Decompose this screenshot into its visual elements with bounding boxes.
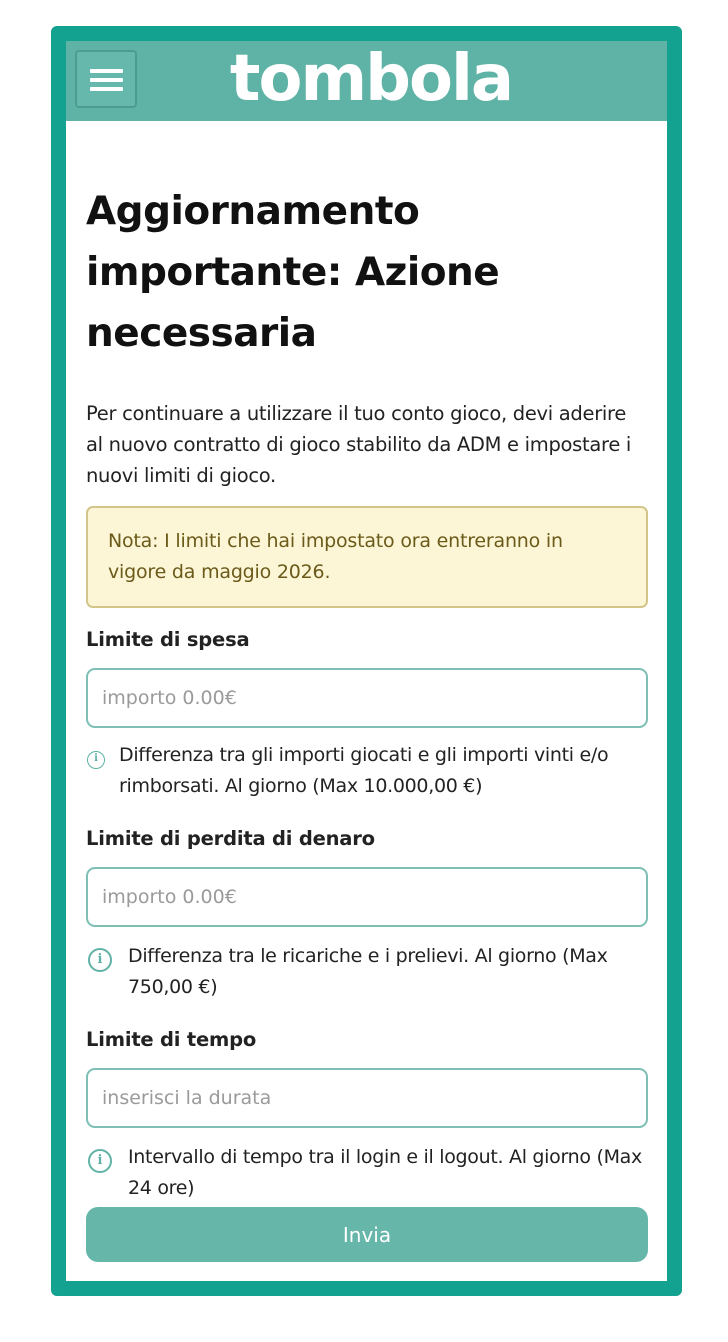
intro-text: Per continuare a utilizzare il tuo conto gioco, devi aderire al nuovo contratto di gioco stabilito da ADM e impostare i nuovi limiti di gioco.	[86, 402, 632, 487]
page-title: Aggiornamento importante: Azione necessaria	[86, 189, 500, 356]
info-icon: i	[88, 948, 112, 972]
spending-limit-label: Limite di spesa	[86, 628, 250, 651]
menu-button[interactable]	[75, 50, 137, 108]
time-limit-input[interactable]	[86, 1068, 648, 1128]
info-icon: i	[87, 751, 105, 769]
spending-limit-group	[86, 628, 648, 802]
time-limit-group	[86, 1028, 648, 1204]
spending-limit-hint-text: Differenza tra gli importi giocati e gli importi vinti e/o rimborsati. Al giorno (Max 10.000,00 €)	[119, 744, 609, 797]
loss-limit-hint	[86, 941, 648, 1003]
loss-limit-group	[86, 827, 648, 1003]
header-bar	[66, 41, 667, 121]
note-banner: Nota: I limiti che hai impostato ora entreranno in vigore da maggio 2026.	[86, 506, 648, 608]
main-content	[86, 121, 648, 1204]
tombola-logo[interactable]: tombola	[229, 42, 513, 116]
spending-limit-input[interactable]	[86, 668, 648, 728]
info-icon: i	[88, 1149, 112, 1173]
loss-limit-input[interactable]	[86, 867, 648, 927]
app-frame	[51, 26, 682, 1296]
time-limit-hint	[86, 1142, 648, 1204]
loss-limit-label: Limite di perdita di denaro	[86, 827, 375, 850]
loss-limit-hint-text: Differenza tra le ricariche e i prelievi. Al giorno (Max 750,00 €)	[128, 945, 608, 998]
submit-button[interactable]: Invia	[86, 1207, 648, 1262]
time-limit-label: Limite di tempo	[86, 1028, 257, 1051]
time-limit-hint-text: Intervallo di tempo tra il login e il logout. Al giorno (Max 24 ore)	[128, 1146, 642, 1199]
hamburger-menu-icon	[90, 69, 123, 73]
spending-limit-hint	[86, 740, 648, 802]
